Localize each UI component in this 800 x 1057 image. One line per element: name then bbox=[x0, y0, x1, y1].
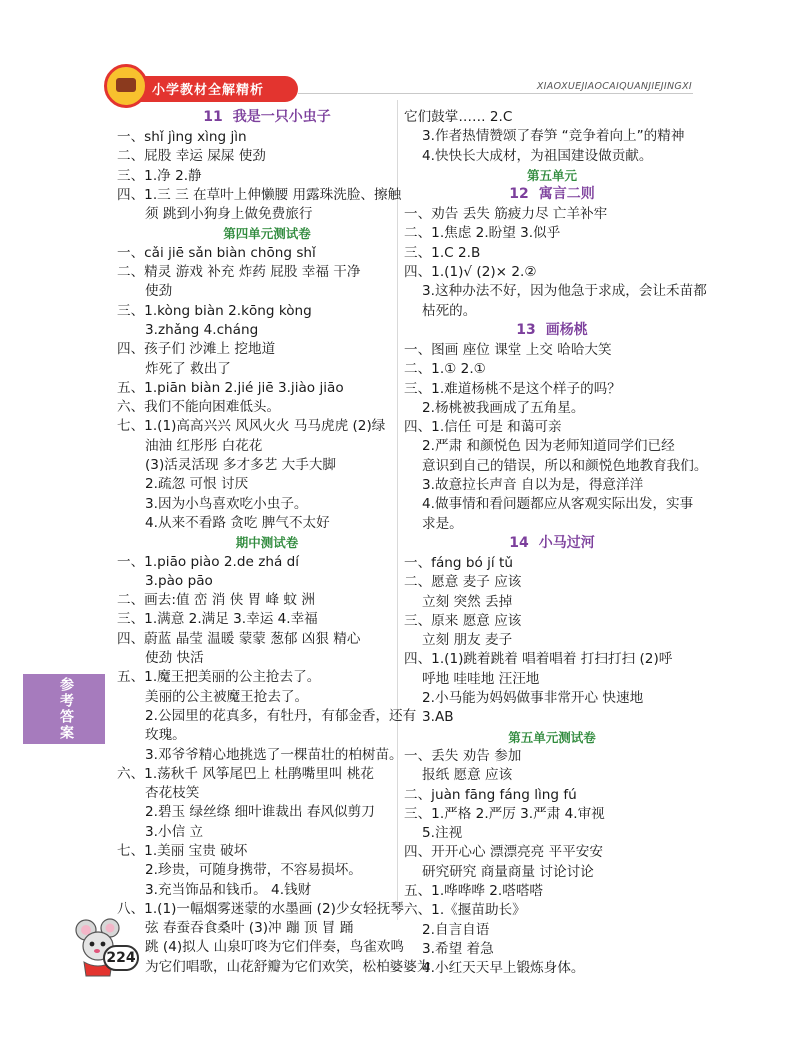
answer-line: 枯死的。 bbox=[422, 302, 477, 319]
answer-line: 报纸 愿意 应该 bbox=[422, 767, 513, 784]
answer-line: 立刻 朋友 麦子 bbox=[422, 632, 513, 649]
answer-line: (3)活灵活现 多才多艺 大手大脚 bbox=[145, 457, 337, 474]
answer-line: 一、1.piāo piào 2.de zhá dí bbox=[117, 553, 299, 570]
answer-line: 2.杨桃被我画成了五角星。 bbox=[422, 399, 585, 416]
section-heading: 期中测试卷 bbox=[235, 535, 299, 551]
answer-line: 2.碧玉 绿丝绦 细叶谁裁出 春风似剪刀 bbox=[145, 804, 375, 821]
answer-line: 呼地 哇哇地 汪汪地 bbox=[422, 670, 540, 687]
answer-line: 3.pào pāo bbox=[145, 572, 213, 589]
answer-line: 一、丢失 劝告 参加 bbox=[404, 747, 522, 764]
answer-line: 意识到自己的错误，所以和颜悦色地教育我们。 bbox=[422, 457, 708, 474]
answer-line: 2.珍贵，可随身携带，不容易损坏。 bbox=[145, 862, 362, 879]
lesson-number: 12 bbox=[509, 186, 529, 203]
lesson-name: 小马过河 bbox=[538, 534, 595, 551]
answer-line: 3.作者热情赞颂了春笋 “竞争着向上”的精神 bbox=[422, 128, 685, 145]
answer-line: 三、1.满意 2.满足 3.幸运 4.幸福 bbox=[117, 611, 318, 628]
answer-line: 二、屁股 幸运 屎屎 使劲 bbox=[117, 148, 266, 165]
answer-line: 八、1.(1)一幅烟雾迷蒙的水墨画 (2)少女轻抚琴 bbox=[117, 900, 404, 917]
section-heading: 第四单元测试卷 bbox=[223, 226, 311, 242]
answer-line: 五、1.魔王把美丽的公主抢去了。 bbox=[117, 669, 321, 686]
answer-line: 3.邓爷爷精心地挑选了一棵苗壮的柏树苗。 bbox=[145, 746, 403, 763]
answer-line: 三、原来 愿意 应该 bbox=[404, 612, 522, 629]
answer-line: 美丽的公主被魔王抢去了。 bbox=[145, 688, 309, 705]
answer-line: 五、1.piān biàn 2.jié jiē 3.jiào jiāo bbox=[117, 379, 344, 396]
answer-line: 二、画去:值 峦 消 侠 胃 峰 蚊 洲 bbox=[117, 592, 315, 609]
answer-line: 二、1.① 2.① bbox=[404, 361, 486, 378]
answer-line: 三、1.严格 2.严厉 3.严肃 4.审视 bbox=[404, 805, 605, 822]
answer-line: 七、1.美丽 宝贵 破坏 bbox=[117, 842, 248, 859]
answer-line: 4.做事情和看问题都应从客观实际出发，实事 bbox=[422, 496, 694, 513]
page-number: 224 bbox=[103, 945, 139, 971]
answer-line: 杏花枝笑 bbox=[145, 785, 200, 802]
answer-line: 2.小马能为妈妈做事非常开心 快速地 bbox=[422, 690, 644, 707]
answer-line: 2.公园里的花真多，有牡丹，有郁金香，还有 bbox=[145, 707, 417, 724]
answer-line: 玫瑰。 bbox=[145, 727, 186, 744]
section-heading: 第五单元 bbox=[526, 167, 577, 183]
answer-line: 求是。 bbox=[422, 515, 463, 532]
answer-line: 弦 春蚕吞食桑叶 (3)冲 蹦 顶 冒 踊 bbox=[145, 920, 354, 937]
answer-line: 研究研究 商量商量 讨论讨论 bbox=[422, 863, 594, 880]
book-logo-icon bbox=[104, 64, 148, 108]
answer-line: 一、劝告 丢失 筋疲力尽 亡羊补牢 bbox=[404, 206, 608, 223]
answer-line: 3.AB bbox=[422, 709, 454, 726]
answer-line: 油油 红彤彤 白花花 bbox=[145, 437, 263, 454]
lesson-number: 11 bbox=[203, 109, 223, 125]
answer-line: 5.注视 bbox=[422, 825, 463, 842]
answer-line: 七、1.(1)高高兴兴 风风火火 马马虎虎 (2)绿 bbox=[117, 418, 386, 435]
lesson-title bbox=[404, 534, 700, 554]
answer-line: 使劲 快活 bbox=[145, 650, 204, 667]
answer-line: 跳 (4)拟人 山泉叮咚为它们伴奏，鸟雀欢鸣 bbox=[145, 939, 404, 956]
answer-line: 二、1.焦虑 2.盼望 3.似乎 bbox=[404, 225, 561, 242]
answer-line: 3.小信 立 bbox=[145, 823, 204, 840]
answer-line: 4.小红天天早上锻炼身体。 bbox=[422, 960, 585, 977]
answer-line: 四、1.信任 可是 和蔼可亲 bbox=[404, 419, 562, 436]
left-column bbox=[117, 108, 431, 977]
answer-line: 二、juàn fāng fáng lìng fú bbox=[404, 786, 577, 803]
lesson-title bbox=[117, 108, 417, 128]
answer-line: 2.自言自语 bbox=[422, 921, 490, 938]
answer-line: 一、fáng bó jí tǔ bbox=[404, 554, 513, 571]
answer-line: 一、cǎi jiē sǎn biàn chōng shǐ bbox=[117, 244, 316, 261]
answer-line: 三、1.kòng biàn 2.kōng kòng bbox=[117, 302, 312, 319]
header-rule bbox=[298, 93, 693, 94]
answer-line: 三、1.净 2.静 bbox=[117, 167, 202, 184]
answer-line: 3.希望 着急 bbox=[422, 940, 494, 957]
answer-line: 立刻 突然 丢掉 bbox=[422, 593, 513, 610]
answer-line: 3.充当饰品和钱币。 4.钱财 bbox=[145, 881, 312, 898]
answer-line: 须 跳到小狗身上做免费旅行 bbox=[145, 206, 313, 223]
header-subtitle: XIAOXUEJIAOCAIQUANJIEJINGXI bbox=[536, 81, 692, 92]
answer-line: 4.从来不看路 贪吃 脾气不太好 bbox=[145, 514, 330, 531]
answer-line: 六、1.荡秋千 风筝尾巴上 杜鹃嘴里叫 桃花 bbox=[117, 765, 375, 782]
lesson-number: 13 bbox=[516, 321, 536, 338]
answer-line: 四、蔚蓝 晶莹 温暖 蒙蒙 葱郁 凶狠 精心 bbox=[117, 630, 361, 647]
answer-line: 四、孩子们 沙滩上 挖地道 bbox=[117, 341, 276, 358]
answer-line: 四、1.三 三 在草叶上伸懒腰 用露珠洗脸、擦触 bbox=[117, 186, 402, 203]
answer-line: 三、1.难道杨桃不是这个样子的吗？ bbox=[404, 380, 621, 397]
section-heading: 第五单元测试卷 bbox=[508, 729, 596, 745]
answer-line: 二、愿意 麦子 应该 bbox=[404, 574, 522, 591]
lesson-title bbox=[404, 185, 700, 205]
answer-line: 3.因为小鸟喜欢吃小虫子。 bbox=[145, 495, 308, 512]
answer-line: 使劲 bbox=[145, 283, 173, 300]
answer-line: 四、1.(1)跳着跳着 唱着唱着 打扫打扫 (2)呼 bbox=[404, 651, 673, 668]
answer-line: 四、开开心心 漂漂亮亮 平平安安 bbox=[404, 844, 603, 861]
header-title: 小学教材全解精析 bbox=[152, 83, 265, 98]
side-tab-label: 参考答案 bbox=[58, 677, 74, 741]
answer-line: 六、1.《揠苗助长》 bbox=[404, 902, 526, 919]
right-column bbox=[404, 108, 708, 978]
answer-line: 四、1.(1)√ (2)× 2.② bbox=[404, 264, 537, 281]
answer-line: 3.故意拉长声音 自以为是，得意洋洋 bbox=[422, 477, 644, 494]
answer-line: 2.疏忽 可恨 讨厌 bbox=[145, 476, 249, 493]
answer-line: 它们鼓掌…… 2.C bbox=[404, 109, 513, 125]
answer-line: 3.zhǎng 4.cháng bbox=[145, 321, 259, 338]
answer-line: 为它们唱歌，山花舒瓣为它们欢笑，松柏婆婆为 bbox=[145, 958, 431, 975]
lesson-name: 寓言二则 bbox=[538, 186, 595, 203]
answer-line: 炸死了 救出了 bbox=[145, 360, 231, 377]
answer-line: 一、shǐ jìng xìng jìn bbox=[117, 129, 247, 145]
answer-line: 2.严肃 和颜悦色 因为老师知道同学们已经 bbox=[422, 438, 675, 455]
lesson-number: 14 bbox=[509, 534, 529, 551]
lesson-name: 我是一只小虫子 bbox=[232, 109, 331, 125]
lesson-name: 画杨桃 bbox=[545, 321, 588, 338]
answer-line: 五、1.哗哗哗 2.嗒嗒嗒 bbox=[404, 882, 544, 899]
answer-line: 六、我们不能向困难低头。 bbox=[117, 399, 281, 416]
answer-line: 二、精灵 游戏 补充 炸药 屁股 幸福 干净 bbox=[117, 264, 361, 281]
answer-line: 三、1.C 2.B bbox=[404, 244, 481, 261]
lesson-title bbox=[404, 321, 700, 341]
answer-line: 一、图画 座位 课堂 上交 哈哈大笑 bbox=[404, 341, 612, 358]
answer-line: 3.这种办法不好，因为他急于求成，会让禾苗都 bbox=[422, 283, 707, 300]
answer-line: 4.快快长大成材，为祖国建设做贡献。 bbox=[422, 147, 653, 164]
